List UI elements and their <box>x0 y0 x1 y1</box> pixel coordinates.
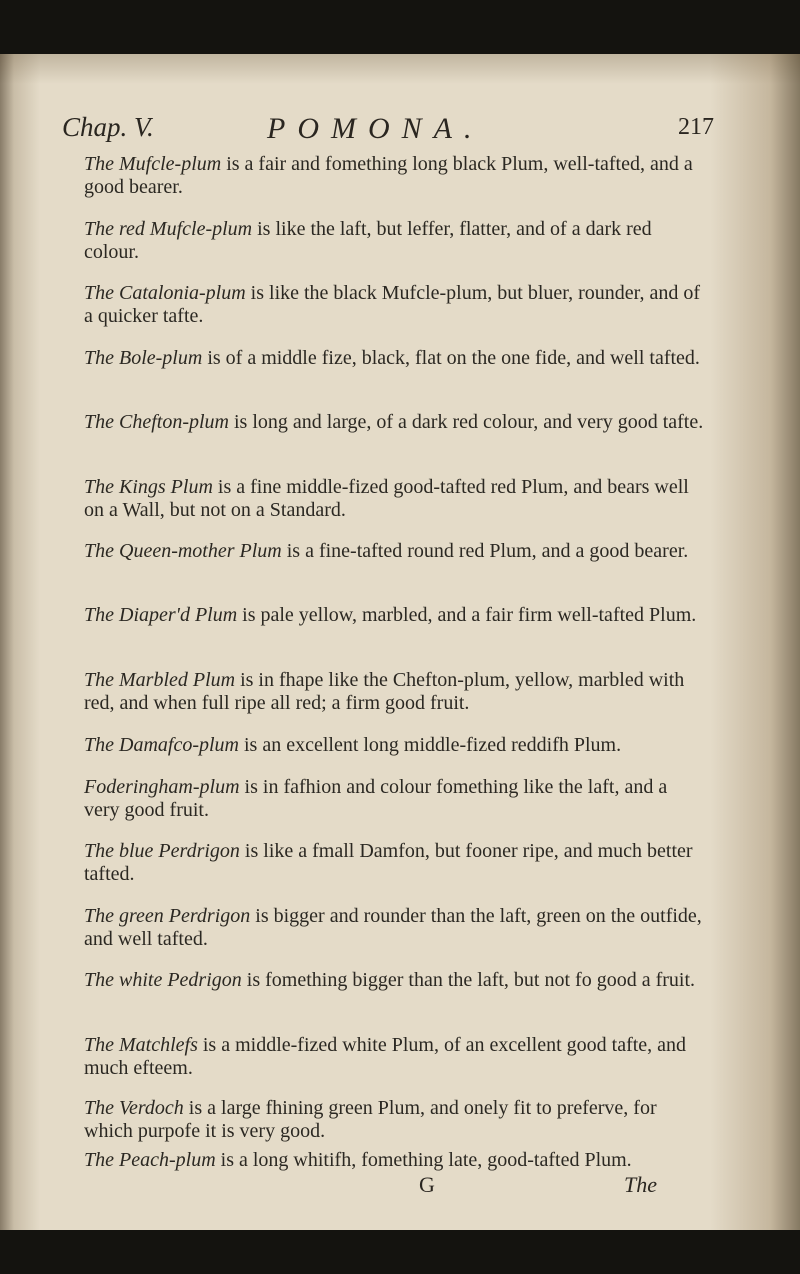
entry-white-pedrigon <box>84 969 704 992</box>
plum-name: The Matchlefs <box>84 1034 198 1056</box>
entry-bole-plum <box>84 347 704 370</box>
plum-name: The green Perdrigon <box>84 905 251 927</box>
entry-diapered-plum <box>84 604 704 627</box>
page-footer <box>0 1172 800 1202</box>
plum-description: is long and large, of a dark red colour, and very good tafte. <box>229 411 704 433</box>
plum-description: is a middle-fized white Plum, of an excellent good tafte, and much efteem. <box>84 1034 687 1079</box>
plum-name: The Bole-plum <box>84 347 203 369</box>
entry-foderingham-plum <box>84 776 704 822</box>
plum-description: is a long whitifh, fomething late, good-tafted Plum. <box>215 1149 632 1171</box>
plum-description: is an excellent long middle-fized reddifh Plum. <box>238 734 622 756</box>
plum-name: The Queen-mother Plum <box>84 540 282 562</box>
entry-cheston-plum <box>84 411 704 434</box>
book-page <box>0 54 800 1230</box>
plum-name: The Mufcle-plum <box>84 153 222 175</box>
plum-name: The white Pedrigon <box>84 969 242 991</box>
plum-description: is pale yellow, marbled, and a fair firm well-tafted Plum. <box>237 604 697 626</box>
running-header <box>62 112 712 152</box>
plum-name: The Marbled Plum <box>84 669 236 691</box>
chapter-label: Chap. V. <box>62 112 154 142</box>
plum-name: The Chefton-plum <box>84 411 229 433</box>
plum-description: is a large fhining green Plum, and onely fit to preferve, for which purpofe it is very good. <box>84 1097 657 1142</box>
page-number: 217 <box>678 114 714 140</box>
plum-description: is a fair and fomething long black Plum, well-tafted, and a good bearer. <box>84 153 693 198</box>
signature-mark: G <box>419 1172 435 1197</box>
plum-name: The Diaper'd Plum <box>84 604 238 626</box>
entry-marbled-plum <box>84 669 704 715</box>
plum-description: is like a fmall Damfon, but fooner ripe, and much better tafted. <box>84 840 693 885</box>
entry-green-perdrigon <box>84 905 704 951</box>
plum-name: Foderingham-plum <box>84 776 240 798</box>
plum-name: The Verdoch <box>84 1097 184 1119</box>
entry-damasco-plum <box>84 734 704 757</box>
catchword: The <box>624 1172 657 1197</box>
plum-description: is like the laft, but leffer, flatter, and of a dark red colour. <box>84 218 652 263</box>
entry-matchless-plum <box>84 1034 704 1080</box>
page-title: POMONA. <box>267 112 484 145</box>
plum-name: The blue Perdrigon <box>84 840 240 862</box>
entry-peach-plum <box>84 1149 704 1172</box>
plum-name: The red Mufcle-plum <box>84 218 253 240</box>
plum-name: The Kings Plum <box>84 476 213 498</box>
entry-verdoch-plum <box>84 1097 704 1143</box>
plum-description: is a fine-tafted round red Plum, and a good bearer. <box>281 540 689 562</box>
plum-description: is a fine middle-fized good-tafted red Plum, and bears well on a Wall, but not on a Standard. <box>84 476 689 521</box>
plum-name: The Damafco-plum <box>84 734 239 756</box>
plum-description: is like the black Mufcle-plum, but bluer, rounder, and of a quicker tafte. <box>84 282 701 327</box>
plum-name: The Catalonia-plum <box>84 282 246 304</box>
entry-red-muscle-plum <box>84 218 704 264</box>
plum-description: is of a middle fize, black, flat on the one fide, and well tafted. <box>202 347 700 369</box>
entry-blue-perdrigon <box>84 840 704 886</box>
plum-description: is in fhape like the Chefton-plum, yellow, marbled with red, and when full ripe all red; a firm good fruit. <box>84 669 685 714</box>
plum-description: is bigger and rounder than the laft, green on the outfide, and well tafted. <box>84 905 702 950</box>
entry-catalonia-plum <box>84 282 704 328</box>
entry-muscle-plum <box>84 153 704 199</box>
entry-queen-mother-plum <box>84 540 704 563</box>
plum-name: The Peach-plum <box>84 1149 216 1171</box>
plum-description: is fomething bigger than the laft, but not fo good a fruit. <box>241 969 696 991</box>
entry-kings-plum <box>84 476 704 522</box>
plum-description: is in fafhion and colour fomething like the laft, and a very good fruit. <box>84 776 668 821</box>
